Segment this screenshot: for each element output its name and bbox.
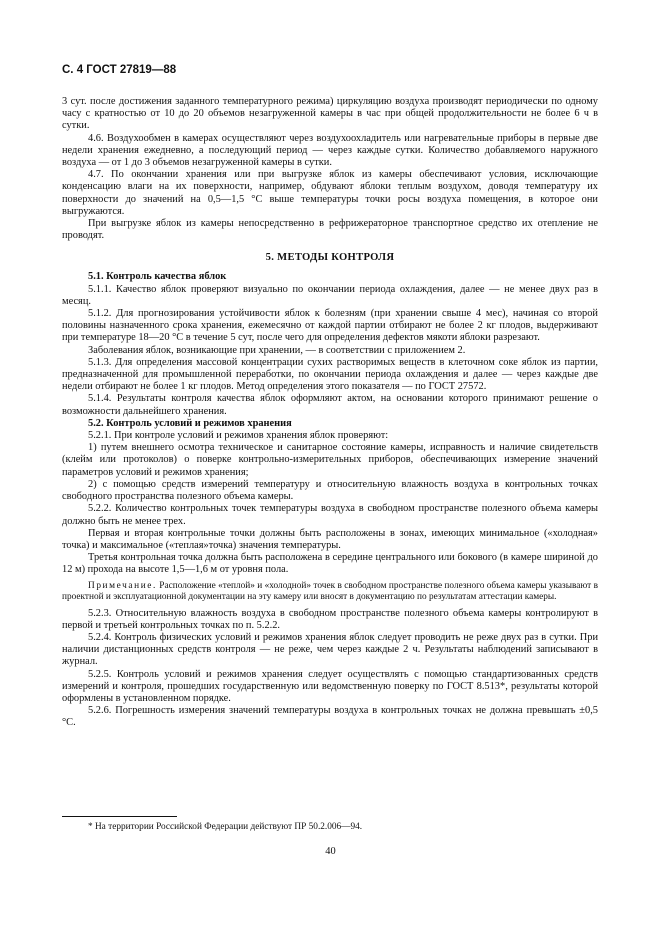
- subsection-heading-5-2: 5.2. Контроль условий и режимов хранения: [88, 417, 292, 429]
- paragraph-5-2-4: 5.2.4. Контроль физических условий и режимов хранения яблок следует проводить не реже двух раз в сутки. При наличии дистанционных средств контроля — не реже, чем через каждые 2 ч. Результаты наблюдений записывают в журнал.: [62, 631, 598, 668]
- paragraph-5-2-1: 5.2.1. При контроле условий и режимов хранения яблок проверяют:: [88, 430, 389, 442]
- page-number: 40: [325, 846, 336, 857]
- note: [62, 581, 598, 603]
- section-title: 5. МЕТОДЫ КОНТРОЛЯ: [265, 252, 395, 264]
- note-text: Расположение «теплой» и «холодной» точек в свободном пространстве полезного объема камеры указывают в проектной и эксплуатационной документации на эту камеру или вносят в документацию по результатам аттестации камеры.: [62, 580, 598, 602]
- page-header: С. 4 ГОСТ 27819—88: [62, 64, 177, 76]
- paragraph-5-1-1: 5.1.1. Качество яблок проверяют визуально по окончании периода охлаждения, далее — не менее двух раз в месяц.: [62, 283, 598, 307]
- document-page: [62, 64, 598, 730]
- paragraph-5-2-1-item-2: 2) с помощью средств измерений температуру и относительную влажность воздуха в контрольных точках свободного пространства полезного объема камеры.: [62, 478, 598, 503]
- paragraph-5-2-3: 5.2.3. Относительную влажность воздуха в свободном пространстве полезного объема камеры контролируют в первой и третьей контрольных точках по п. 5.2.2.: [62, 607, 598, 631]
- footnote: * На территории Российской Федерации действуют ПР 50.2.006—94.: [88, 822, 363, 832]
- paragraph-5-2-1-item-1: 1) путем внешнего осмотра техническое и санитарное состояние камеры, исправность и наличие свидетельств (клейм или протоколов) о поверке контрольно-измерительных приборов, обеспечивающих измерение значений параметров условий и режимов хранения;: [62, 442, 598, 478]
- paragraph-4-7-unloading: При выгрузке яблок из камеры непосредственно в рефрижераторное транспортное средство их отепление не проводят.: [62, 218, 598, 242]
- paragraph-4-7: 4.7. По окончании хранения или при выгрузке яблок из камеры обеспечивают условия, исключающие конденсацию влаги на их поверхности, например, обдувают яблоки теплым воздухом, доводя температуру их поверхности до значений на 0,5—1,5 °С выше температуры точки росы воздуха помещения, в которое они выгружаются.: [62, 169, 598, 217]
- paragraph-5-1-2-diseases: Заболевания яблок, возникающие при хранении, — в соответствии с приложением 2.: [88, 344, 466, 356]
- paragraph-4-6: 4.6. Воздухообмен в камерах осуществляют через воздухоохладитель или нагревательные приборы в первые две недели хранения ежедневно, а последующий период — через каждые сутки. Количество добавляемого наружного воздуха — от 1 до 3 объемов незагруженной камеры в сутки.: [62, 132, 598, 169]
- paragraph-5-2-2-points: Первая и вторая контрольные точки должны быть расположены в зонах, имеющих минимальное («холодная» точка) и максимальное («теплая»точка) значения температуры.: [62, 527, 598, 551]
- paragraph-5-2-6: 5.2.6. Погрешность измерения значений температуры воздуха в контрольных точках не должна превышать ±0,5 °С.: [62, 705, 598, 729]
- paragraph-5-2-5: 5.2.5. Контроль условий и режимов хранения следует осуществлять с помощью стандартизованных средств измерений и контроля, прошедших государственную или ведомственную поверку по ГОСТ 8.513*, результаты которой оформлены в установленном порядке.: [62, 668, 598, 704]
- paragraph-5-2-2-third-point: Третья контрольная точка должна быть расположена в середине центрального или бокового (в камере шириной до 12 м) прохода на высоте 1,5—1,6 м от уровня пола.: [62, 552, 598, 576]
- paragraph-continued: 3 сут. после достижения заданного температурного режима) циркуляцию воздуха производят периодически по одному часу с кратностью от 10 до 20 объемов незагруженной камеры в час при общей продолжительности не более 6 ч в сутки.: [62, 96, 598, 132]
- paragraph-5-1-2: 5.1.2. Для прогнозирования устойчивости яблок к болезням (при хранении свыше 4 мес), начиная со второй половины назначенного срока хранения, ежемесячно от каждой партии отбирают не более 2 кг плодов, выдерживают при температуре 18—20 °С в течение 5 сут, после чего для определения дефектов мякоти яблоки разрезают.: [62, 308, 598, 344]
- subsection-heading-5-1: 5.1. Контроль качества яблок: [88, 271, 227, 283]
- note-label: Примечание.: [88, 580, 157, 591]
- paragraph-5-1-4: 5.1.4. Результаты контроля качества яблок оформляют актом, на основании которого принимают решение о возможности дальнейшего хранения.: [62, 393, 598, 417]
- footnote-divider: [62, 816, 177, 817]
- paragraph-5-2-2: 5.2.2. Количество контрольных точек температуры воздуха в свободном пространстве полезного объема камеры должно быть не менее трех.: [62, 503, 598, 527]
- paragraph-5-1-3: 5.1.3. Для определения массовой концентрации сухих растворимых веществ в клеточном соке яблок из партии, предназначенной для промышленной переработки, по окончании периода охлаждения и далее — через каждые две недели отбирают не более 1 кг плодов. Метод определения этого показателя — по ГОСТ 27572.: [62, 356, 598, 393]
